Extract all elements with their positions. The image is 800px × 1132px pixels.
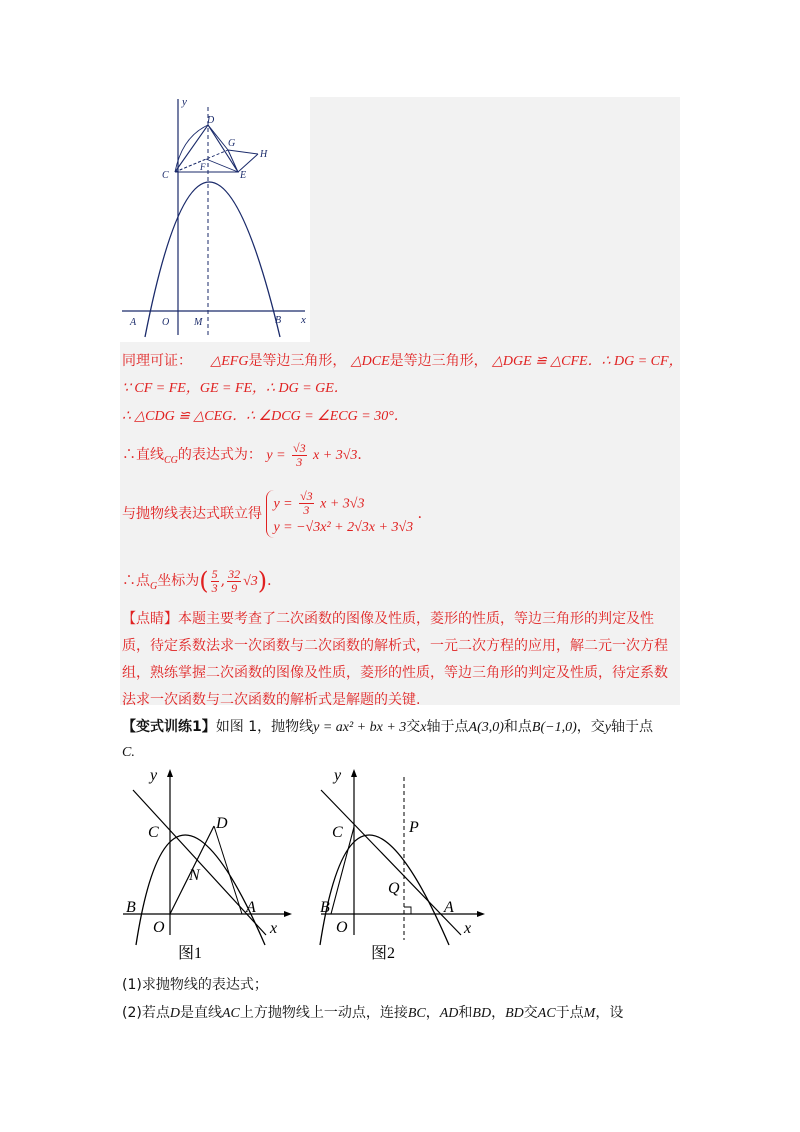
solution-line-1: 同理可证： △EFG是等边三角形， △DCE是等边三角形， △DGE ≌ △CFE．∴ DG = CF， bbox=[122, 353, 683, 369]
label-c: C bbox=[332, 824, 343, 841]
question-1: (1)求抛物线的表达式； bbox=[122, 977, 268, 993]
exercise-line: 【变式训练1】如图 1，抛物线y = ax² + bx + 3交x轴于点A(3,0)和点B(−1,0)，交y轴于点 bbox=[122, 719, 653, 735]
segment-dg bbox=[208, 125, 228, 150]
exercise-line-2: C. bbox=[122, 745, 135, 760]
label-b: B bbox=[126, 899, 136, 916]
segment-gh bbox=[228, 150, 258, 154]
label-e: E bbox=[240, 170, 247, 181]
label-x: x bbox=[464, 920, 472, 937]
label-y: y bbox=[182, 97, 187, 108]
figure-1 bbox=[118, 765, 298, 965]
label-y: y bbox=[150, 767, 158, 784]
figure-2 bbox=[316, 765, 496, 965]
question-2: (2)若点D是直线AC上方抛物线上一动点，连接BC，AD和BD，BD交AC于点M，设 bbox=[122, 1005, 624, 1021]
label-x: x bbox=[270, 920, 278, 937]
label-f: F bbox=[200, 162, 206, 172]
label-d: D bbox=[207, 115, 215, 126]
parabola bbox=[145, 182, 280, 337]
comment-paragraph: 【点睛】本题主要考查了二次函数的图像及性质，菱形的性质，等边三角形的判定及性质，待定系数法求一次函数与二次函数的解析式，一元二次方程的应用，解二元一次方程组，熟练掌握二次函数的图像及性质，菱形的性质，等边三角形的判定及性质，待定系数法求一次函数与二次函数的解析式是解题的关键. bbox=[122, 611, 668, 708]
label-m: M bbox=[194, 317, 203, 328]
line-ca bbox=[321, 790, 461, 935]
solution-line-2: ∵ CF = FE，GE = FE，∴ DG = GE． bbox=[122, 381, 348, 396]
top-figure bbox=[120, 97, 310, 342]
caption: 图2 bbox=[371, 945, 396, 962]
label-h: H bbox=[260, 149, 268, 160]
solution-line-4: ∴直线$_{CG}$的表达式为： y = $\frac{√3}{3}$ x + 3√3． bbox=[122, 440, 372, 469]
label-n: N bbox=[189, 867, 200, 884]
label-o: O bbox=[162, 317, 170, 328]
label-p: P bbox=[409, 819, 419, 836]
label-b: B bbox=[275, 315, 282, 326]
equation-system: y = $\frac{√3}{3}$ x + 3√3 y = −√3x² + 2√3x + 3√3 bbox=[266, 490, 413, 538]
line-da bbox=[214, 826, 242, 914]
label-g: G bbox=[228, 138, 236, 149]
solution-line-5: 与抛物线表达式联立得 y = $\frac{√3}{3}$ x + 3√3 y = −√3x² + 2√3x + 3√3 ． bbox=[122, 490, 432, 538]
solution-line-3: ∴ △CDG ≌ △CEG．∴ ∠DCG = ∠ECG = 30°． bbox=[122, 409, 408, 424]
label-a: A bbox=[246, 899, 256, 916]
label-a: A bbox=[130, 317, 137, 328]
right-angle-mark bbox=[404, 907, 411, 914]
label-o: O bbox=[336, 919, 348, 936]
solution-line-6: ∴点$_G$坐标为( $\frac{5}{3}$ , $\frac{32}{9}$ √3)． bbox=[122, 566, 282, 595]
label-d: D bbox=[216, 815, 228, 832]
label-o: O bbox=[153, 919, 165, 936]
label-c: C bbox=[162, 170, 169, 181]
label-b: B bbox=[320, 899, 330, 916]
label-a: A bbox=[444, 899, 454, 916]
label-x: x bbox=[301, 314, 306, 326]
label-q: Q bbox=[388, 880, 400, 897]
label-y: y bbox=[334, 767, 342, 784]
caption: 图1 bbox=[178, 945, 203, 962]
label-c: C bbox=[148, 824, 159, 841]
